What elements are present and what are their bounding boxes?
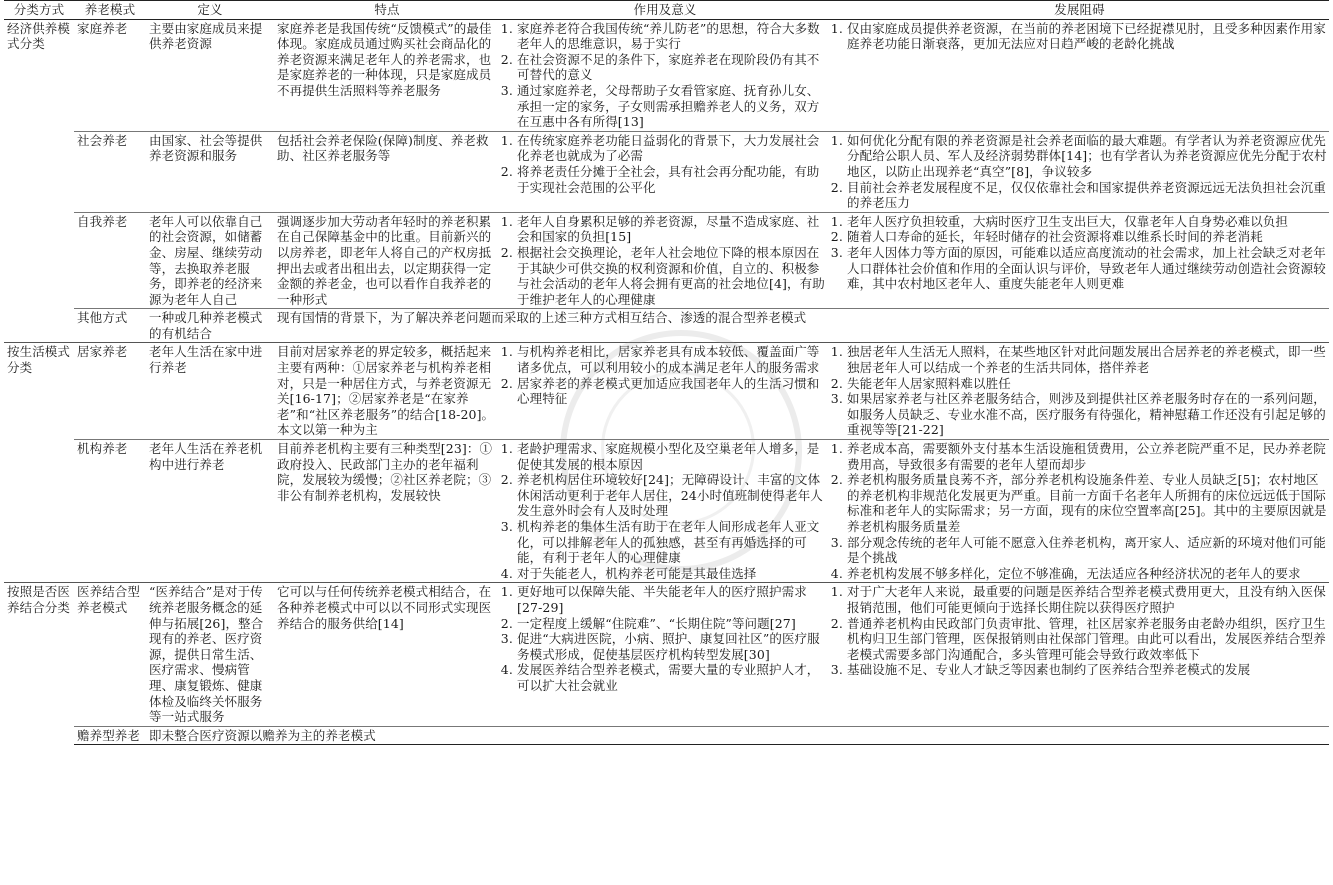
features-cell: 目前养老机构主要有三种类型[23]：①政府投入、民政部门主办的老年福利院，发展较为缓慢；②社区养老院；③非公有制养老机构，发展较快 [274,440,500,583]
list-item: 2. 随着人口寿命的延长，年轻时储存的社会资源将难以维系长时间的养老消耗 [847,229,1327,245]
list-item: 3. 机构养老的集体生活有助于在老年人间形成老年人亚文化，可以排解老年人的孤独感，甚至有再婚选择的可能，有利于老年人的心理健康 [517,519,828,566]
list-item: 4. 对于失能老人，机构养老可能是其最佳选择 [517,566,828,582]
obstacles-cell [830,131,1329,212]
definition-cell: 老年人生活在家中进行养老 [146,343,274,440]
list-item: 1. 在传统家庭养老功能日益弱化的背景下，大力发展社会化养老也就成为了必需 [517,133,828,164]
list-item: 1. 与机构养老相比，居家养老具有成本较低、覆盖面广等诸多优点，可以利用较小的成本满足老年人的服务需求 [517,344,828,375]
obstacles-cell [830,212,1329,309]
list-item: 1. 老年人医疗负担较重，大病时医疗卫生支出巨大，仅靠老年人自身势必难以负担 [847,214,1327,230]
mode-cell: 医养结合型养老模式 [74,583,146,726]
mode-cell: 赡养型养老 [74,726,146,745]
elderly-care-modes-table [4,0,1329,745]
mode-cell: 其他方式 [74,309,146,343]
roles-cell [500,131,830,212]
mode-cell: 社会养老 [74,131,146,212]
mode-cell: 居家养老 [74,343,146,440]
definition-cell: 一种或几种养老模式的有机结合 [146,309,274,343]
list-item: 1. 养老成本高，需要额外支付基本生活设施租赁费用，公立养老院严重不足，民办养老院费用高，导致很多有需要的老年人望而却步 [847,441,1327,472]
list-item: 2. 将养老责任分摊于全社会，具有社会再分配功能，有助于实现社会范围的公平化 [517,164,828,195]
obstacles-cell [830,19,1329,131]
list-item: 3. 促进“大病进医院，小病、照护、康复回社区”的医疗服务模式形成，促使基层医疗机构转型发展[30] [517,631,828,662]
list-item: 2. 养老机构服务质量良莠不齐，部分养老机构设施条件差、专业人员缺乏[5]；农村地区的养老机构非规范化发展更为严重。目前一方面千名老年人所拥有的床位远远低于国际标准和老年人的实际需求；另一方面，现有的床位空置率高[25]。其中的主要原因就是养老机构服务质量差 [847,472,1327,534]
table-row [4,131,1329,212]
list-item: 1. 家庭养老符合我国传统“养儿防老”的思想，符合大多数老年人的思维意识，易于实行 [517,21,828,52]
list-item: 2. 失能老年人居家照料难以胜任 [847,376,1327,392]
list-item: 3. 老年人因体力等方面的原因，可能难以适应高度流动的社会需求，加上社会缺乏对老年人口群体社会价值和作用的全面认识与评价，导致老年人通过继续劳动创造社会资源较难，其中农村地区老年人、重度失能老年人则更难 [847,245,1327,292]
table-row [4,440,1329,583]
features-cell: 强调逐步加大劳动者年轻时的养老积累在自己保障基金中的比重。目前新兴的以房养老，即老年人将自己的产权房抵押出去或者出租出去，以定期获得一定金额的养老金，也可以看作自我养老的一种形式 [274,212,500,309]
roles-cell [500,440,830,583]
features-cell: 它可以与任何传统养老模式相结合，在各种养老模式中可以以不同形式实现医养结合的服务供给[14] [274,583,500,726]
roles-cell [500,583,830,726]
obstacles-cell [830,583,1329,726]
header-features: 特点 [274,1,500,20]
obstacles-cell [830,440,1329,583]
mode-cell: 机构养老 [74,440,146,583]
features-cell: 目前对居家养老的界定较多，概括起来主要有两种：①居家养老与机构养老相对，只是一种居住方式，与养老资源无关[16-17]；②居家养老是“在家养老”和“社区养老服务”的结合[18-20]。本文以第一种为主 [274,343,500,440]
mode-cell: 自我养老 [74,212,146,309]
definition-cell: “医养结合”是对于传统养老服务概念的延伸与拓展[26]，整合现有的养老、医疗资源，提供日常生活、医疗需求、慢病管理、康复锻炼、健康体检及临终关怀服务等一站式服务 [146,583,274,726]
header-mode: 养老模式 [74,1,146,20]
table-row [4,726,1329,745]
table-row [4,19,1329,131]
header-row [4,1,1329,20]
list-item: 4. 养老机构发展不够多样化，定位不够准确，无法适应各种经济状况的老年人的要求 [847,566,1327,582]
features-cell: 家庭养老是我国传统“反馈模式”的最佳体现。家庭成员通过购买社会商品化的养老资源来满足老年人的养老需求，也是家庭养老的一种体现，只是家庭成员不再提供生活照料等养老服务 [277,20,492,98]
definition-cell: 老年人可以依靠自己的社会资源，如储蓄金、房屋、继续劳动等，去换取养老服务，即养老的经济来源为老年人自己 [146,212,274,309]
header-definition: 定义 [146,1,274,20]
table-row [4,212,1329,309]
list-item: 3. 部分观念传统的老年人可能不愿意入住养老机构，离开家人、适应新的环境对他们可能是个挑战 [847,535,1327,566]
table-row [4,309,1329,343]
obstacles-cell [830,343,1329,440]
header-category: 分类方式 [4,1,74,20]
category-cell: 按照是否医养结合分类 [4,583,74,745]
definition-cell: 由国家、社会等提供养老资源和服务 [146,131,274,212]
mode-cell: 家庭养老 [77,20,128,36]
roles-cell [500,212,830,309]
header-roles: 作用及意义 [500,1,830,20]
list-item: 1. 老龄护理需求、家庭规模小型化及空巢老年人增多，是促使其发展的根本原因 [517,441,828,472]
list-item: 1. 如何优化分配有限的养老资源是社会养老面临的最大难题。有学者认为养老资源应优先分配给公职人员、军人及经济弱势群体[14]；也有学者认为养老资源应优先分配于农村地区，以防止出现养老“真空”[8]，争议较多 [847,133,1327,180]
list-item: 2. 居家养老的养老模式更加适应我国老年人的生活习惯和心理特征 [517,376,828,407]
table-row [4,343,1329,440]
list-item: 2. 根据社会交换理论，老年人社会地位下降的根本原因在于其缺少可供交换的权利资源和价值，自立的、积极参与社会活动的老年人将会拥有更高的社会地位[4]，有助于维护老年人的心理健康 [517,245,828,307]
list-item: 2. 一定程度上缓解“住院难”、“长期住院”等问题[27] [517,616,828,632]
list-item: 1. 独居老年人生活无人照料，在某些地区针对此问题发展出合居养老的养老模式，即一些独居老年人可以结成一个养老的生活共同体，搭伴养老 [847,344,1327,375]
merged-description-cell: 现有国情的背景下，为了解决养老问题而采取的上述三种方式相互结合、渗透的混合型养老模式 [274,309,1329,343]
list-item: 2. 养老机构居住环境较好[24]；无障碍设计、丰富的文体休闲活动更利于老年人居住，24小时值班制使得老年人发生意外时会有人及时处理 [517,472,828,519]
list-item: 2. 在社会资源不足的条件下，家庭养老在现阶段仍有其不可替代的意义 [517,52,828,83]
list-item: 3. 如果居家养老与社区养老服务结合，则涉及到提供社区养老服务时存在的一系列问题，如服务人员缺乏、专业水准不高，医疗服务有待强化，精神慰藉工作还没有引起足够的重视等等[21-22] [847,391,1327,438]
list-item: 1. 老年人自身累积足够的养老资源，尽量不造成家庭、社会和国家的负担[15] [517,214,828,245]
definition-cell: 即未整合医疗资源以赡养为主的养老模式 [146,726,1329,745]
list-item: 1. 对于广大老年人来说，最重要的问题是医养结合型养老模式费用更大，且没有纳入医保报销范围，他们可能更倾向于选择长期住院以获得医疗照护 [847,584,1327,615]
table-row [4,583,1329,726]
header-obstacles: 发展阻碍 [830,1,1329,20]
definition-cell: 主要由家庭成员来提供养老资源 [149,20,263,52]
category-cell: 按生活模式分类 [4,343,74,583]
roles-cell [500,343,830,440]
list-item: 2. 目前社会养老发展程度不足，仅仅依靠社会和国家提供养老资源远远无法负担社会沉重的养老压力 [847,180,1327,211]
list-item: 3. 基础设施不足、专业人才缺乏等因素也制约了医养结合型养老模式的发展 [847,662,1327,678]
roles-cell [500,19,830,131]
list-item: 4. 发展医养结合型养老模式，需要大量的专业照护人才，可以扩大社会就业 [517,662,828,693]
list-item: 1. 仅由家庭成员提供养老资源，在当前的养老困境下已经捉襟见肘，且受多种因素作用家庭养老功能日渐衰落，更加无法应对日趋严峻的老龄化挑战 [847,21,1327,52]
category-cell: 经济供养模式分类 [7,20,71,52]
features-cell: 包括社会养老保险(保障)制度、养老救助、社区养老服务等 [274,131,500,212]
list-item: 3. 通过家庭养老，父母帮助子女看管家庭、抚育孙儿女、承担一定的家务，子女则需承担赡养老人的义务，双方在互惠中各有所得[13] [517,83,828,130]
list-item: 1. 更好地可以保障失能、半失能老年人的医疗照护需求[27-29] [517,584,828,615]
definition-cell: 老年人生活在养老机构中进行养老 [146,440,274,583]
list-item: 2. 普通养老机构由民政部门负责审批、管理，社区居家养老服务由老龄办组织，医疗卫生机构归卫生部门管理，医保报销则由社保部门管理。由此可以看出，发展医养结合型养老模式需要多部门沟通配合，多头管理可能会导致行政效率低下 [847,616,1327,663]
